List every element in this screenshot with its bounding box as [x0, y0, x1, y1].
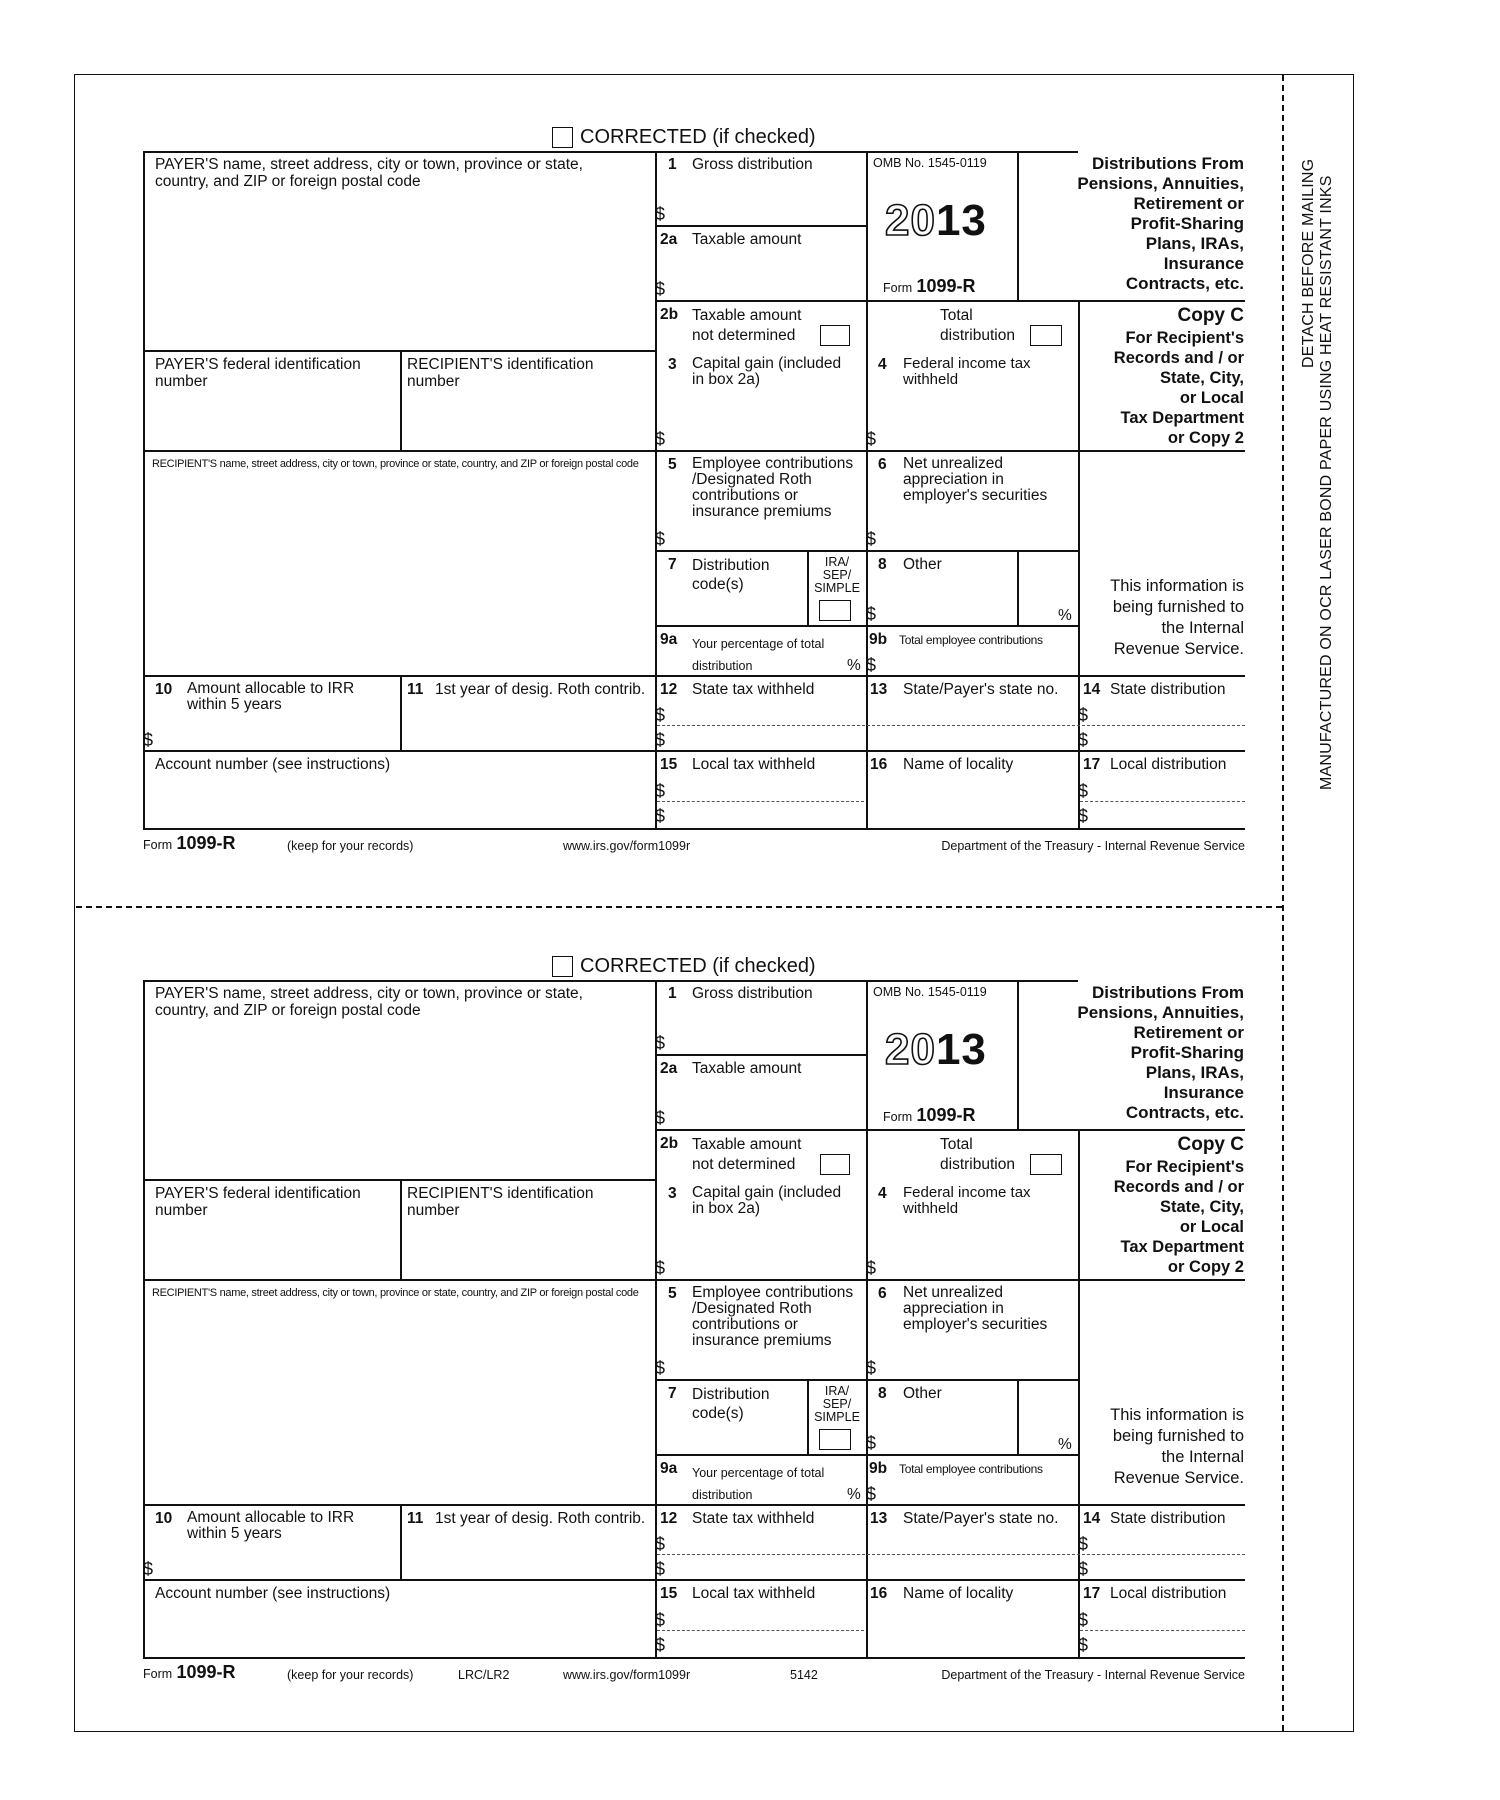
grid-line [143, 750, 1245, 752]
box13-number: 13 [870, 681, 888, 698]
box9a-percent: % [847, 1486, 861, 1503]
box15-number: 15 [660, 1585, 678, 1602]
copy-description: For Recipient's Records and / or State, City, or Local Tax Department or Copy 2 [1113, 329, 1244, 447]
box1-dollar: $ [655, 204, 666, 224]
grid-line [655, 1054, 866, 1056]
box10-dollar: $ [143, 1559, 154, 1579]
recipient-id-label: RECIPIENT'S identification number [407, 1185, 594, 1219]
footer-catalog-number: 5142 [790, 1668, 818, 1682]
box15-dollar-1: $ [655, 1610, 666, 1630]
box11-label: 1st year of desig. Roth contrib. [435, 1510, 646, 1527]
grid-line [1017, 151, 1019, 300]
grid-line [655, 1129, 1245, 1131]
omb-number: OMB No. 1545-0119 [873, 156, 987, 170]
box17-label: Local distribution [1110, 1585, 1227, 1602]
grid-line [400, 675, 402, 750]
footer-keep-note: (keep for your records) [287, 839, 414, 853]
box2a-dollar: $ [655, 279, 666, 299]
box17-dollar-1: $ [1078, 1610, 1089, 1630]
box6-number: 6 [878, 1285, 887, 1302]
box9a-label: Your percentage of total distribution [692, 1466, 825, 1502]
form-copy-bottom [0, 947, 1500, 1777]
total-distribution-label: Total distribution [940, 1136, 1015, 1173]
box9a-number: 9a [660, 1460, 678, 1477]
grid-line [655, 300, 1245, 302]
dotted-separator [657, 1554, 1245, 1555]
box9a-label: Your percentage of total distribution [692, 637, 825, 673]
box14-number: 14 [1083, 681, 1101, 698]
taxable-not-determined-checkbox[interactable] [820, 325, 850, 346]
grid-line [400, 1504, 402, 1579]
box15-dollar-1: $ [655, 781, 666, 801]
box16-number: 16 [870, 1585, 888, 1602]
dotted-separator [657, 725, 1245, 726]
form-id: Form 1099-R [883, 1105, 976, 1125]
box2a-label: Taxable amount [692, 231, 802, 248]
box14-label: State distribution [1110, 681, 1226, 698]
irs-info-notice: This information is being furnished to the Internal Revenue Service. [1110, 1406, 1244, 1487]
box13-number: 13 [870, 1510, 888, 1527]
recipient-name-label: RECIPIENT'S name, street address, city or town, province or state, country, and ZIP or foreign postal code [152, 458, 639, 470]
payer-fid-label: PAYER'S federal identification number [155, 356, 361, 390]
grid-line [143, 450, 1078, 452]
box2b-label: Taxable amount not determined [692, 1136, 802, 1173]
box13-label: State/Payer's state no. [903, 1510, 1059, 1527]
footer-department: Department of the Treasury - Internal Revenue Service [941, 1668, 1245, 1682]
box10-number: 10 [155, 1510, 173, 1527]
recipient-id-label: RECIPIENT'S identification number [407, 356, 594, 390]
box6-dollar: $ [866, 1358, 877, 1378]
box10-label: Amount allocable to IRR within 5 years [187, 1509, 355, 1542]
copy-c-label: Copy C [1177, 1134, 1244, 1155]
box14-label: State distribution [1110, 1510, 1226, 1527]
box9b-label: Total employee contributions [899, 633, 1043, 647]
grid-line [1078, 450, 1245, 452]
box2b-number: 2b [660, 306, 679, 323]
box9a-number: 9a [660, 631, 678, 648]
footer-form-id: Form 1099-R [143, 833, 236, 853]
grid-line [1017, 1379, 1019, 1454]
box11-label: 1st year of desig. Roth contrib. [435, 681, 646, 698]
grid-line [866, 151, 868, 829]
box5-dollar: $ [655, 1358, 666, 1378]
box8-dollar: $ [866, 604, 877, 624]
box2a-number: 2a [660, 1060, 678, 1077]
grid-line [655, 550, 1078, 552]
irs-info-notice: This information is being furnished to the Internal Revenue Service. [1110, 577, 1244, 658]
dotted-separator [657, 1630, 864, 1631]
box1-number: 1 [668, 156, 677, 173]
corrected-label: CORRECTED (if checked) [580, 126, 816, 148]
box5-label: Employee contributions /Designated Roth contributions or insurance premiums [692, 455, 854, 520]
box9b-label: Total employee contributions [899, 1462, 1043, 1476]
dotted-separator [1080, 801, 1245, 802]
box7-label: Distribution code(s) [692, 1386, 770, 1422]
omb-number: OMB No. 1545-0119 [873, 985, 987, 999]
box8-percent: % [1058, 607, 1072, 624]
box10-label: Amount allocable to IRR within 5 years [187, 680, 355, 713]
copy-c-label: Copy C [1177, 305, 1244, 326]
box8-dollar: $ [866, 1433, 877, 1453]
grid-line [143, 980, 1078, 982]
box3-number: 3 [668, 356, 677, 373]
tax-year: 2013 [885, 1025, 987, 1074]
account-number-label: Account number (see instructions) [155, 756, 391, 773]
box5-number: 5 [668, 456, 677, 473]
box17-dollar-1: $ [1078, 781, 1089, 801]
box8-number: 8 [878, 556, 887, 573]
box4-dollar: $ [866, 1258, 877, 1278]
corrected-checkbox[interactable] [552, 956, 573, 977]
box9b-number: 9b [869, 1460, 888, 1477]
total-distribution-checkbox[interactable] [1030, 1154, 1062, 1175]
grid-line [1017, 550, 1019, 625]
dotted-separator [657, 801, 864, 802]
grid-line [655, 1454, 1078, 1456]
corrected-label: CORRECTED (if checked) [580, 955, 816, 977]
box12-number: 12 [660, 681, 678, 698]
box3-dollar: $ [655, 1258, 666, 1278]
box12-label: State tax withheld [692, 1510, 815, 1527]
grid-line [1017, 980, 1019, 1129]
box8-number: 8 [878, 1385, 887, 1402]
box16-number: 16 [870, 756, 888, 773]
box12-label: State tax withheld [692, 681, 815, 698]
box8-label: Other [903, 1385, 942, 1402]
box17-label: Local distribution [1110, 756, 1227, 773]
ira-sep-simple-label: IRA/ SEP/ SIMPLE [814, 555, 860, 595]
box14-dollar-2: $ [1078, 730, 1089, 750]
detach-notice: DETACH BEFORE MAILING [1300, 158, 1317, 368]
box7-number: 7 [668, 1385, 677, 1402]
corrected-checkbox[interactable] [552, 127, 573, 148]
box12-dollar-2: $ [655, 1559, 666, 1579]
payer-fid-label: PAYER'S federal identification number [155, 1185, 361, 1219]
box17-number: 17 [1083, 1585, 1101, 1602]
box8-label: Other [903, 556, 942, 573]
box6-label: Net unrealized appreciation in employer's securities [903, 1284, 1048, 1333]
footer-form-id: Form 1099-R [143, 1662, 236, 1682]
box3-label: Capital gain (included in box 2a) [692, 1184, 842, 1217]
box9b-dollar: $ [866, 655, 877, 675]
account-number-label: Account number (see instructions) [155, 1585, 391, 1602]
ira-sep-simple-checkbox[interactable] [819, 600, 851, 621]
grid-line [143, 1279, 1078, 1281]
box2b-label: Taxable amount not determined [692, 307, 802, 344]
recipient-name-label: RECIPIENT'S name, street address, city or town, province or state, country, and ZIP or foreign postal code [152, 1287, 639, 1299]
grid-line [655, 625, 1078, 627]
ira-sep-simple-checkbox[interactable] [819, 1429, 851, 1450]
box3-dollar: $ [655, 429, 666, 449]
box2a-dollar: $ [655, 1108, 666, 1128]
grid-line [655, 980, 657, 1658]
box3-number: 3 [668, 1185, 677, 1202]
footer-url: www.irs.gov/form1099r [563, 839, 691, 853]
form-title: Distributions From Pensions, Annuities, Retirement or Profit-Sharing Plans, IRAs, Insurance Contracts, etc. [1077, 154, 1244, 293]
box17-dollar-2: $ [1078, 1635, 1089, 1655]
grid-line [400, 1179, 402, 1279]
box13-label: State/Payer's state no. [903, 681, 1059, 698]
box4-number: 4 [878, 1185, 887, 1202]
grid-line [143, 980, 145, 1658]
box12-dollar-2: $ [655, 730, 666, 750]
box4-label: Federal income tax withheld [903, 1184, 1031, 1217]
grid-line [143, 828, 1245, 830]
grid-line [866, 980, 868, 1658]
box14-dollar-1: $ [1078, 705, 1089, 725]
box4-number: 4 [878, 356, 887, 373]
ira-sep-simple-label: IRA/ SEP/ SIMPLE [814, 1384, 860, 1424]
box4-dollar: $ [866, 429, 877, 449]
tax-year: 2013 [885, 196, 987, 245]
box1-label: Gross distribution [692, 156, 813, 173]
box6-number: 6 [878, 456, 887, 473]
box9b-dollar: $ [866, 1484, 877, 1504]
grid-line [143, 151, 145, 829]
footer-url: www.irs.gov/form1099r [563, 1668, 691, 1682]
copy-description: For Recipient's Records and / or State, City, or Local Tax Department or Copy 2 [1113, 1158, 1244, 1276]
box14-dollar-1: $ [1078, 1534, 1089, 1554]
grid-line [143, 1179, 655, 1181]
box1-label: Gross distribution [692, 985, 813, 1002]
form-title: Distributions From Pensions, Annuities, Retirement or Profit-Sharing Plans, IRAs, Insurance Contracts, etc. [1077, 983, 1244, 1122]
grid-line [1078, 1279, 1245, 1281]
box6-label: Net unrealized appreciation in employer's securities [903, 455, 1048, 504]
box2a-number: 2a [660, 231, 678, 248]
box1-dollar: $ [655, 1033, 666, 1053]
box9b-number: 9b [869, 631, 888, 648]
box14-number: 14 [1083, 1510, 1101, 1527]
box15-label: Local tax withheld [692, 756, 816, 773]
box2b-number: 2b [660, 1135, 679, 1152]
box16-label: Name of locality [903, 756, 1014, 773]
total-distribution-checkbox[interactable] [1030, 325, 1062, 346]
box15-number: 15 [660, 756, 678, 773]
box7-number: 7 [668, 556, 677, 573]
footer-department: Department of the Treasury - Internal Revenue Service [941, 839, 1245, 853]
grid-line [400, 350, 402, 450]
box7-label: Distribution code(s) [692, 557, 770, 593]
payer-name-label: PAYER'S name, street address, city or town, province or state, country, and ZIP or foreign postal code [155, 156, 583, 190]
form-id: Form 1099-R [883, 276, 976, 296]
box15-dollar-2: $ [655, 806, 666, 826]
total-distribution-label: Total distribution [940, 307, 1015, 344]
grid-line [143, 350, 655, 352]
footer-keep-note: (keep for your records) [287, 1668, 414, 1682]
grid-line [655, 225, 866, 227]
box10-dollar: $ [143, 730, 154, 750]
box4-label: Federal income tax withheld [903, 355, 1031, 388]
box17-number: 17 [1083, 756, 1101, 773]
form-copy-top [0, 118, 1500, 948]
grid-line [143, 1579, 1245, 1581]
box12-number: 12 [660, 1510, 678, 1527]
box5-number: 5 [668, 1285, 677, 1302]
box11-number: 11 [407, 681, 424, 698]
manufactured-notice: MANUFACTURED ON OCR LASER BOND PAPER USING HEAT RESISTANT INKS [1318, 175, 1335, 790]
box11-number: 11 [407, 1510, 424, 1527]
taxable-not-determined-checkbox[interactable] [820, 1154, 850, 1175]
dotted-separator [1080, 1630, 1245, 1631]
grid-line [655, 1379, 1078, 1381]
box6-dollar: $ [866, 529, 877, 549]
footer-code: LRC/LR2 [458, 1668, 510, 1682]
grid-line [655, 151, 657, 829]
box12-dollar-1: $ [655, 1534, 666, 1554]
box10-number: 10 [155, 681, 173, 698]
box9a-percent: % [847, 657, 861, 674]
payer-name-label: PAYER'S name, street address, city or town, province or state, country, and ZIP or foreign postal code [155, 985, 583, 1019]
box2a-label: Taxable amount [692, 1060, 802, 1077]
box14-dollar-2: $ [1078, 1559, 1089, 1579]
box8-percent: % [1058, 1436, 1072, 1453]
grid-line [143, 1657, 1245, 1659]
box3-label: Capital gain (included in box 2a) [692, 355, 842, 388]
grid-line [143, 151, 1078, 153]
box16-label: Name of locality [903, 1585, 1014, 1602]
box1-number: 1 [668, 985, 677, 1002]
box5-label: Employee contributions /Designated Roth contributions or insurance premiums [692, 1284, 854, 1349]
box17-dollar-2: $ [1078, 806, 1089, 826]
box15-dollar-2: $ [655, 1635, 666, 1655]
box15-label: Local tax withheld [692, 1585, 816, 1602]
box12-dollar-1: $ [655, 705, 666, 725]
box5-dollar: $ [655, 529, 666, 549]
